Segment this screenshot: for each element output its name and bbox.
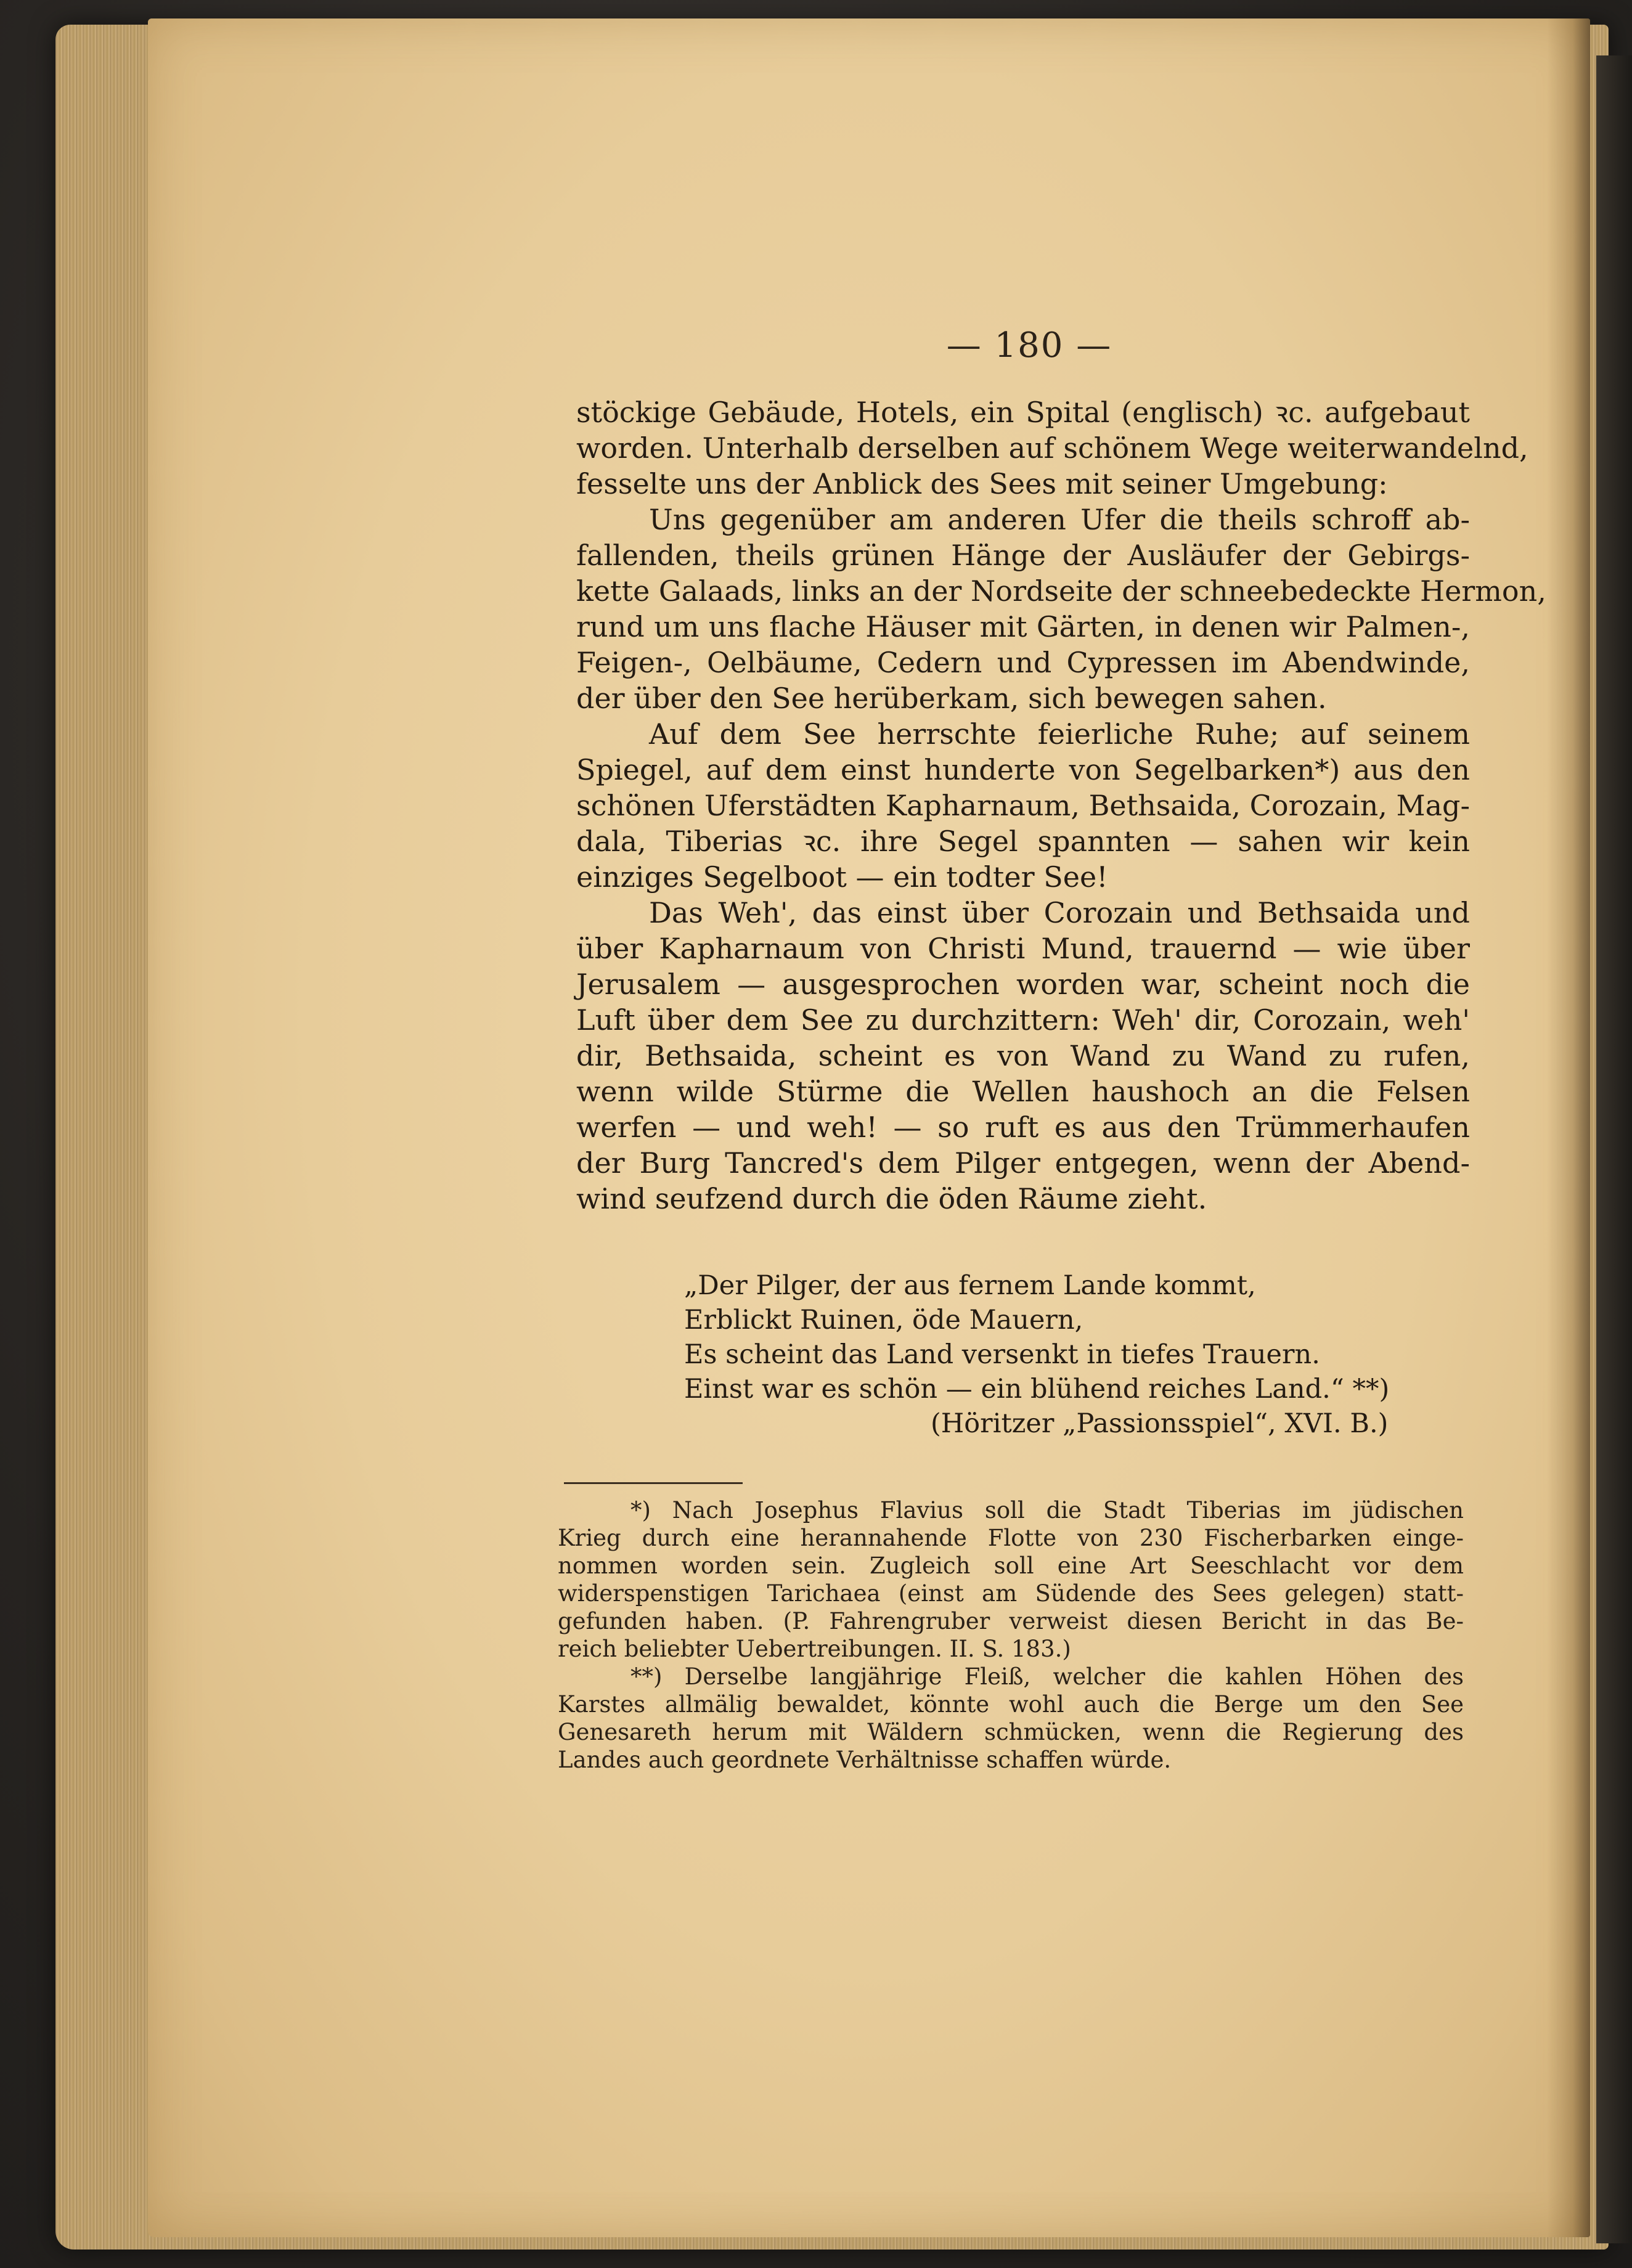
text-line: wenn wilde Stürme die Wellen haushoch an die Felsen bbox=[576, 1075, 1470, 1108]
text-line: über Kapharnaum von Christi Mund, trauernd — wie über bbox=[576, 932, 1470, 965]
body-text bbox=[576, 394, 1546, 1217]
text-line: Spiegel, auf dem einst hunderte von Segelbarken*) aus den bbox=[576, 753, 1470, 786]
paragraph-3 bbox=[576, 716, 1470, 895]
text-line: Auf dem See herrschte feierliche Ruhe; auf seinem bbox=[649, 717, 1470, 751]
poem-line: „Der Pilger, der aus fernem Lande kommt, bbox=[684, 1270, 1256, 1301]
text-line: kette Galaads, links an der Nordseite der schneebedeckte Hermon, bbox=[576, 574, 1546, 608]
text-line: schönen Uferstädten Kapharnaum, Bethsaida, Corozain, Mag- bbox=[576, 789, 1470, 822]
text-line: rund um uns flache Häuser mit Gärten, in denen wir Palmen-, bbox=[576, 610, 1470, 643]
text-line: dir, Bethsaida, scheint es von Wand zu Wand zu rufen, bbox=[576, 1039, 1470, 1072]
footnote-line: gefunden haben. (P. Fahrengruber verweist diesen Bericht in das Be- bbox=[558, 1608, 1464, 1634]
footnote-line: **) Derselbe langjährige Fleiß, welcher die kahlen Höhen des bbox=[630, 1663, 1464, 1690]
page-gutter-shadow bbox=[1547, 18, 1590, 2237]
footnote-line: Genesareth herum mit Wäldern schmücken, wenn die Regierung des bbox=[558, 1719, 1464, 1745]
poem-quote bbox=[684, 1268, 1473, 1441]
text-line: dala, Tiberias ꝛc. ihre Segel spannten — sahen wir kein bbox=[576, 825, 1470, 858]
poem-line: Einst war es schön — ein blühend reiches Land.“ **) bbox=[684, 1374, 1390, 1405]
footnote-line: Karstes allmälig bewaldet, könnte wohl auch die Berge um den See bbox=[558, 1691, 1464, 1718]
poem-line: Erblickt Ruinen, öde Mauern, bbox=[684, 1305, 1083, 1336]
text-line: Uns gegenüber am anderen Ufer die theils schroff ab- bbox=[649, 503, 1470, 536]
text-line: Luft über dem See zu durchzittern: Weh' dir, Corozain, weh' bbox=[576, 1003, 1470, 1037]
paragraph-2 bbox=[576, 502, 1546, 716]
footnote-line: Landes auch geordnete Verhältnisse schaffen würde. bbox=[558, 1747, 1172, 1773]
footnotes bbox=[558, 1496, 1464, 1774]
text-line: fallenden, theils grünen Hänge der Ausläufer der Gebirgs- bbox=[576, 539, 1470, 572]
footnote-separator bbox=[564, 1482, 743, 1484]
text-line: wind seufzend durch die öden Räume zieht. bbox=[576, 1182, 1207, 1215]
facing-page-edge bbox=[1596, 55, 1632, 2243]
footnote-line: widerspenstigen Tarichaea (einst am Südende des Sees gelegen) statt- bbox=[558, 1580, 1464, 1607]
text-line: Jerusalem — ausgesprochen worden war, scheint noch die bbox=[576, 968, 1470, 1001]
text-line: stöckige Gebäude, Hotels, ein Spital (englisch) ꝛc. aufgebaut bbox=[576, 396, 1470, 429]
paragraph-1 bbox=[576, 394, 1528, 502]
footnote-line: Krieg durch eine herannahende Flotte von 230 Fischerbarken einge- bbox=[558, 1525, 1464, 1551]
footnote-2 bbox=[558, 1663, 1464, 1774]
paragraph-4 bbox=[576, 895, 1470, 1217]
footnote-1 bbox=[558, 1496, 1464, 1663]
text-line: worden. Unterhalb derselben auf schönem Wege weiterwandelnd, bbox=[576, 431, 1528, 465]
text-line: der über den See herüberkam, sich bewegen sahen. bbox=[576, 682, 1327, 715]
footnote-line: nommen worden sein. Zugleich soll eine Art Seeschlacht vor dem bbox=[558, 1552, 1464, 1579]
text-line: werfen — und weh! — so ruft es aus den Trümmerhaufen bbox=[576, 1111, 1470, 1144]
footnote-line: *) Nach Josephus Flavius soll die Stadt Tiberias im jüdischen bbox=[630, 1497, 1464, 1524]
text-line: der Burg Tancred's dem Pilger entgegen, wenn der Abend- bbox=[576, 1146, 1470, 1180]
poem-line: Es scheint das Land versenkt in tiefes Trauern. bbox=[684, 1339, 1320, 1370]
text-line: fesselte uns der Anblick des Sees mit seiner Umgebung: bbox=[576, 467, 1388, 500]
text-line: Das Weh', das einst über Corozain und Bethsaida und bbox=[649, 896, 1470, 929]
poem-attribution: (Höritzer „Passionsspiel“, XVI. B.) bbox=[931, 1408, 1389, 1439]
footnote-line: reich beliebter Uebertreibungen. II. S. 183.) bbox=[558, 1636, 1071, 1662]
text-line: Feigen-, Oelbäume, Cedern und Cypressen im Abendwinde, bbox=[576, 646, 1470, 679]
text-line: einziges Segelboot — ein todter See! bbox=[576, 860, 1108, 894]
page-number: — 180 — bbox=[946, 325, 1112, 365]
